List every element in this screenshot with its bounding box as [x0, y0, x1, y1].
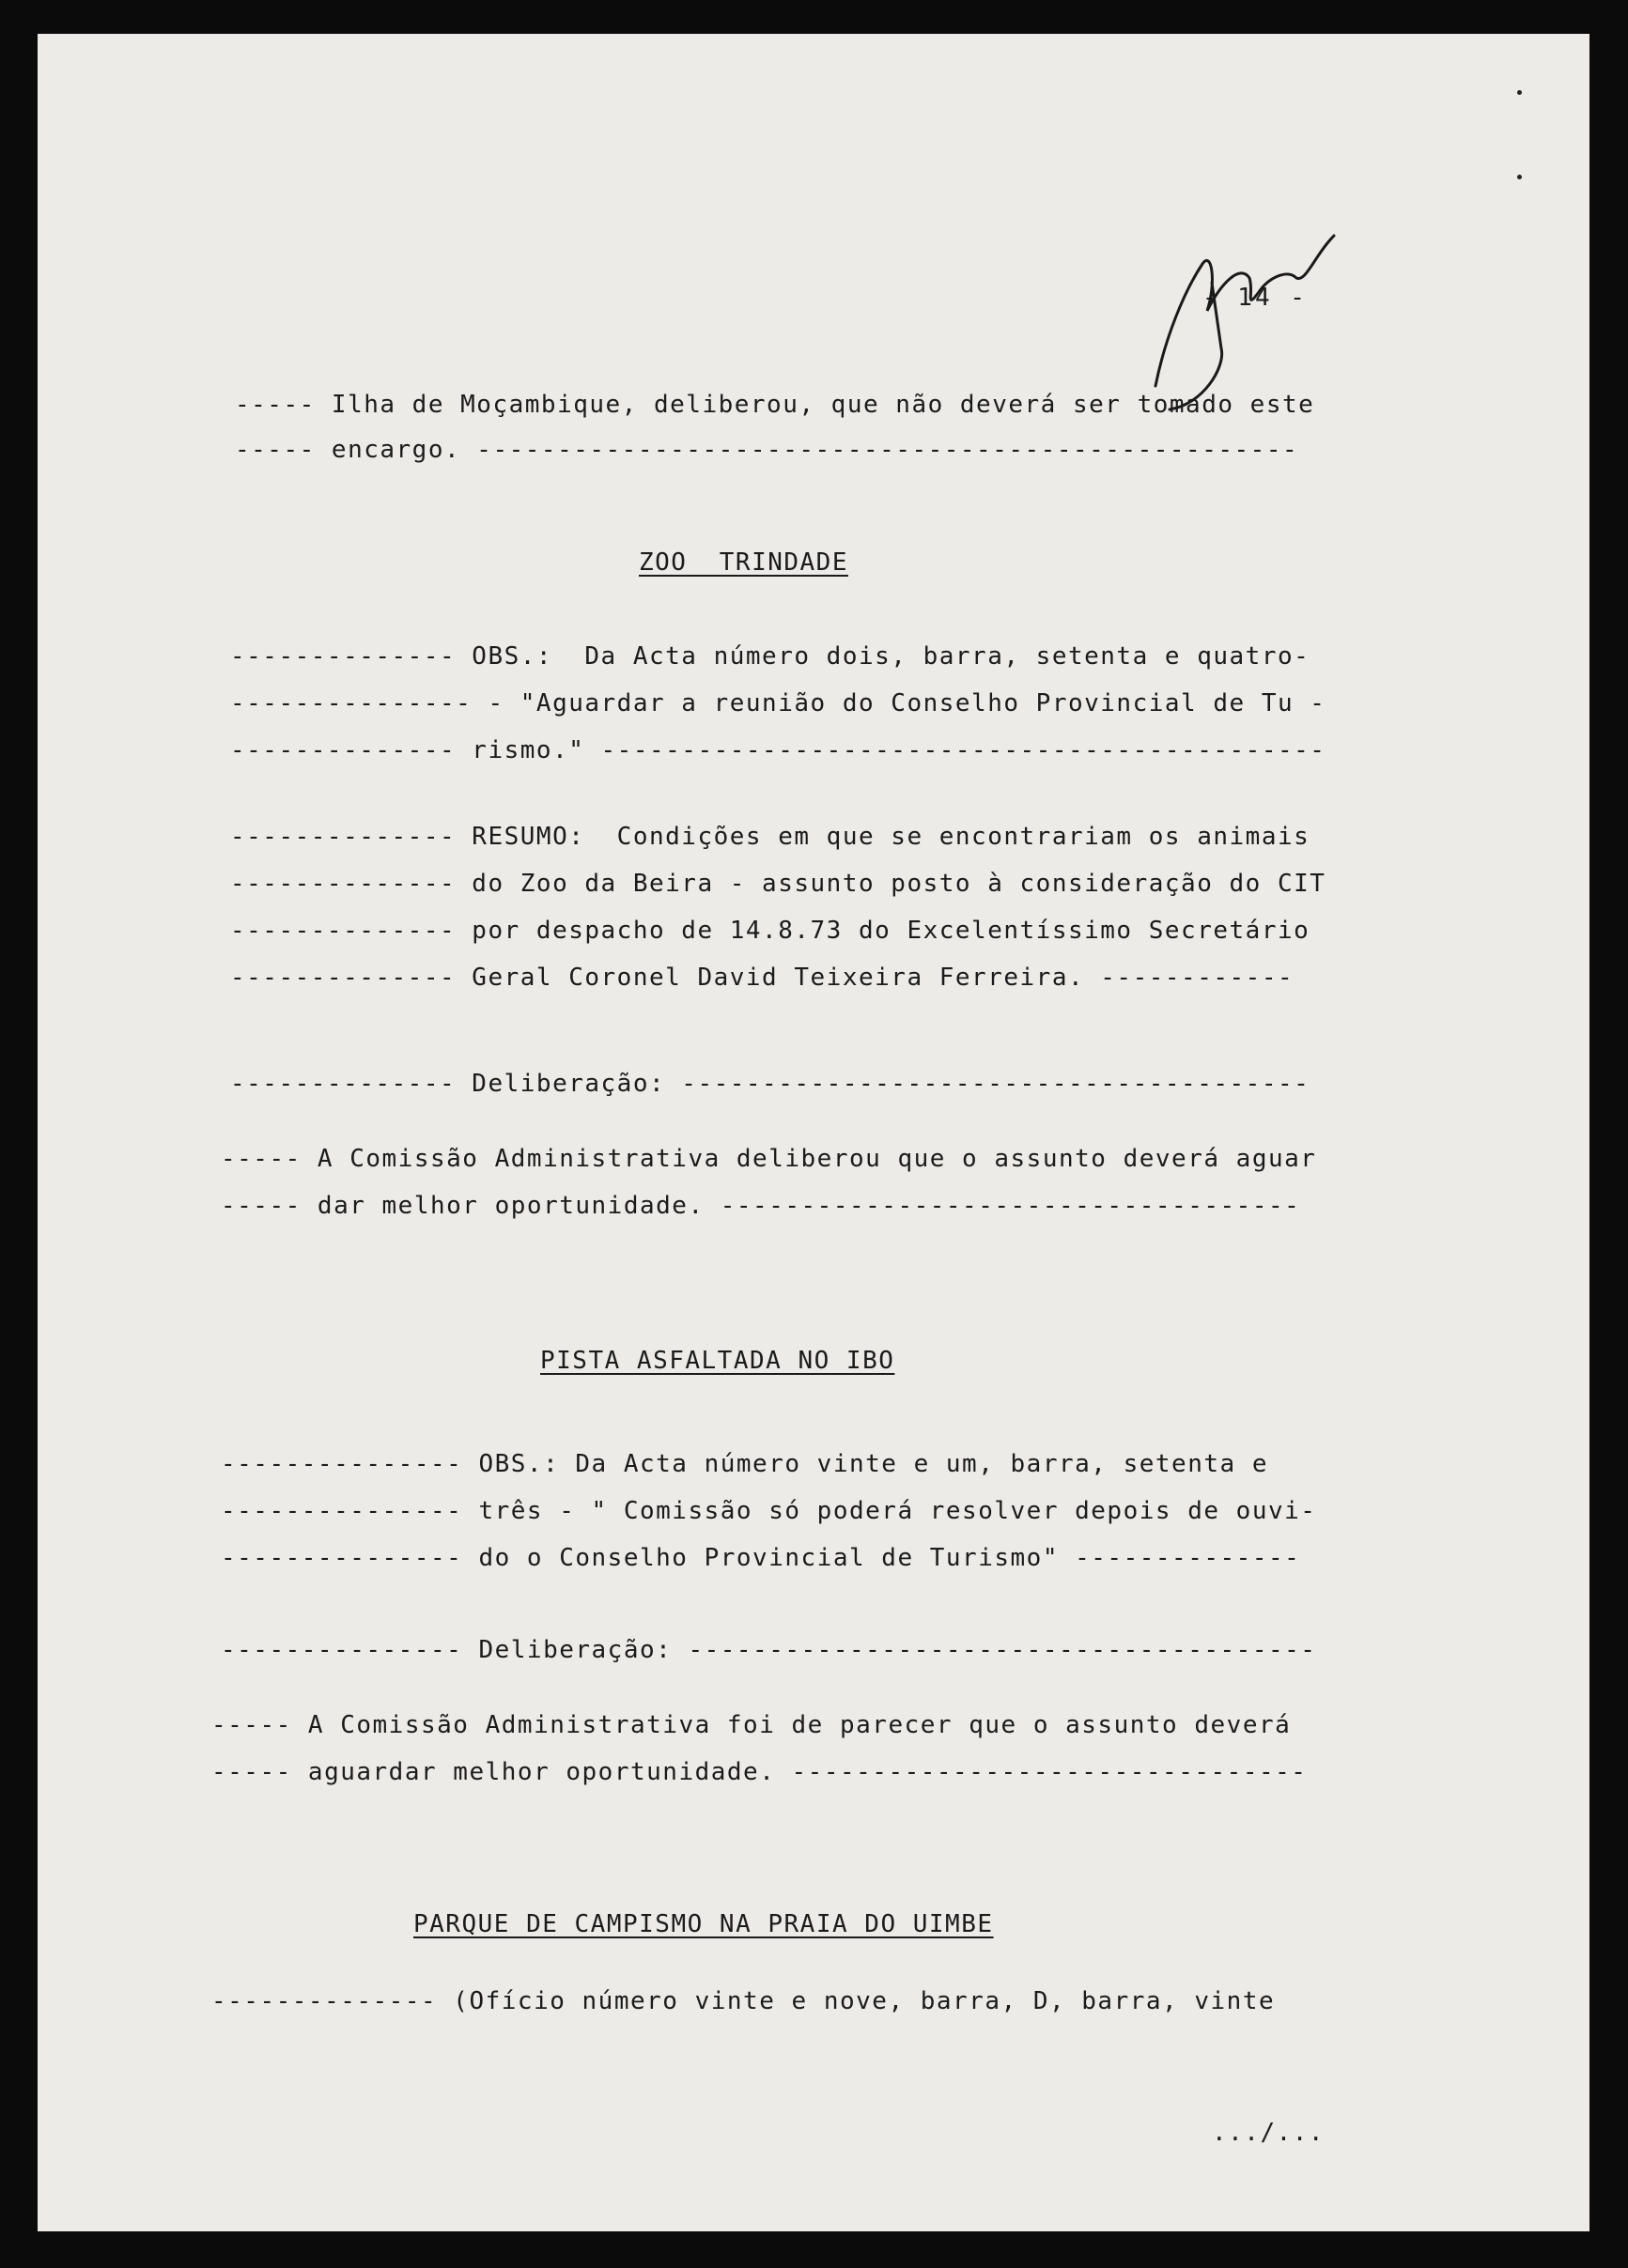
- punch-mark: [1517, 175, 1522, 179]
- text-line: ----- encargo. ---------------------------------------------------: [235, 436, 1299, 464]
- text-line: --------------- OBS.: Da Acta número vinte e um, barra, setenta e: [221, 1450, 1268, 1478]
- page-number: - 14 -: [1202, 284, 1308, 312]
- signature: [1127, 226, 1372, 414]
- text-line: -------------- por despacho de 14.8.73 do Excelentíssimo Secretário: [230, 917, 1310, 945]
- section-heading: PISTA ASFALTADA NO IBO: [540, 1347, 895, 1375]
- text-line: -------------- RESUMO: Condições em que se encontrariam os animais: [230, 823, 1310, 851]
- text-line: --------------- três - " Comissão só poderá resolver depois de ouvi-: [221, 1497, 1317, 1525]
- text-line: -------------- rismo." ---------------------------------------------: [230, 736, 1326, 764]
- text-line: ----- aguardar melhor oportunidade. --------------------------------: [211, 1758, 1308, 1786]
- text-line: --------------- - "Aguardar a reunião do Conselho Provincial de Tu -: [230, 689, 1326, 717]
- document-page: [38, 34, 1589, 2231]
- text-line: ----- Ilha de Moçambique, deliberou, que não deverá ser tomado este: [235, 391, 1315, 419]
- text-line: ----- dar melhor oportunidade. ------------------------------------: [221, 1192, 1301, 1220]
- text-line: -------------- (Ofício número vinte e nove, barra, D, barra, vinte: [211, 1987, 1276, 2015]
- text-line: ----- A Comissão Administrativa deliberou que o assunto deverá aguar: [221, 1145, 1317, 1173]
- text-line: --------------- do o Conselho Provincial de Turismo" --------------: [221, 1544, 1301, 1572]
- continuation-mark: .../...: [1212, 2119, 1326, 2147]
- text-line: -------------- do Zoo da Beira - assunto posto à consideração do CIT: [230, 870, 1326, 898]
- text-line: ----- A Comissão Administrativa foi de parecer que o assunto deverá: [211, 1711, 1292, 1739]
- section-heading: ZOO TRINDADE: [639, 548, 848, 577]
- text-line: -------------- Deliberação: ---------------------------------------: [230, 1070, 1310, 1098]
- text-line: --------------- Deliberação: ---------------------------------------: [221, 1636, 1317, 1664]
- text-line: -------------- OBS.: Da Acta número dois, barra, setenta e quatro-: [230, 642, 1310, 671]
- section-heading: PARQUE DE CAMPISMO NA PRAIA DO UIMBE: [413, 1910, 994, 1938]
- text-line: -------------- Geral Coronel David Teixeira Ferreira. ------------: [230, 964, 1295, 992]
- punch-mark: [1517, 90, 1522, 95]
